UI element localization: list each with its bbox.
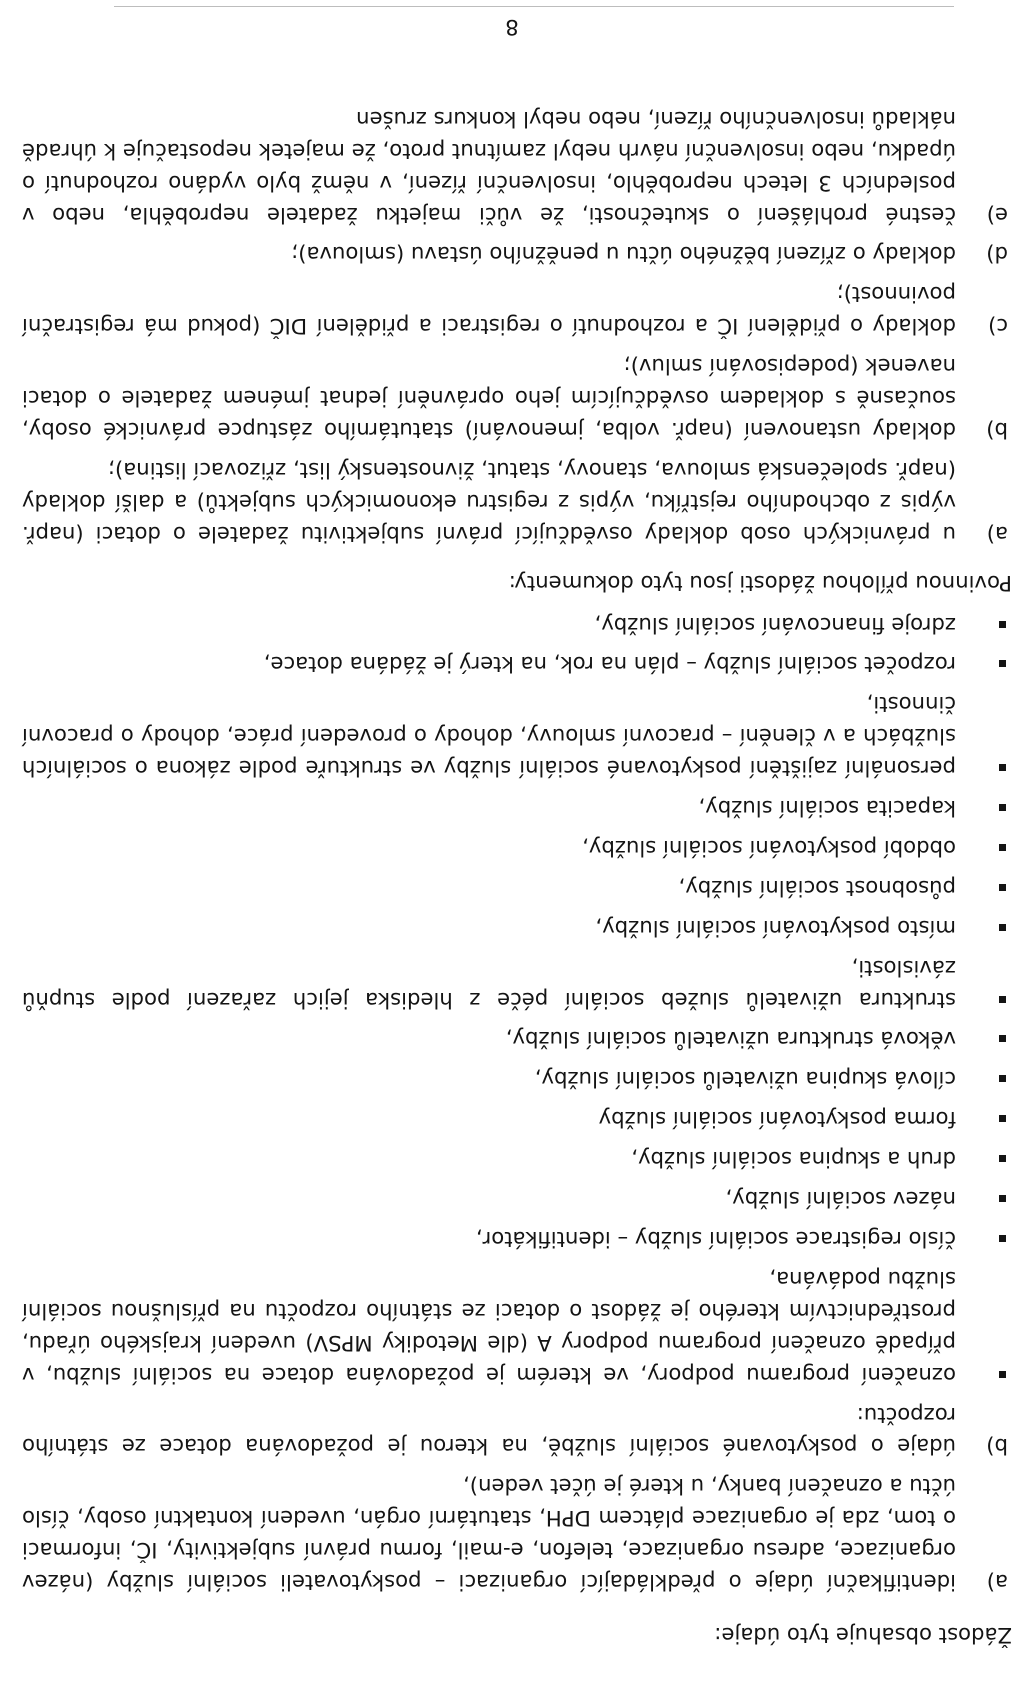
square-bullet-icon <box>956 610 1012 641</box>
list-item <box>22 649 1012 681</box>
list-item-text: personální zajištění poskytované sociální služby ve struktuře podle zákona o sociálních službách a v členění – pracovní smlouvy, dohody o provedení práce, dohody o pracovní činnosti, <box>22 692 956 782</box>
square-bullet-icon <box>956 985 1012 1016</box>
attachment-label: c) <box>988 314 1008 340</box>
square-bullet-icon <box>956 1104 1012 1135</box>
list-item <box>22 609 1012 641</box>
attachment-text: doklady o zřízení běžného účtu u peněžního ústavu (smlouva); <box>291 242 956 268</box>
square-bullet-icon <box>956 833 1012 864</box>
square-bullet-icon <box>956 649 1012 680</box>
footer-divider <box>114 6 954 7</box>
list-item-text: kapacita sociální služby, <box>698 796 956 822</box>
attachment-label: a) <box>986 521 1008 547</box>
attachment-text: doklady ustanovení (např. volba, jmenování) statutárního zástupce právnické osoby, současně s dokladem osvědčujícím jeho oprávnění jednat jménem žadatele o dotaci navenek (podepisování smluv); <box>22 354 956 443</box>
intro-line: Žádost obsahuje tyto údaje: <box>714 1623 1012 1648</box>
attachment-item <box>22 350 1012 446</box>
section-a-label: a) <box>986 1570 1008 1596</box>
square-bullet-icon <box>956 913 1012 944</box>
list-item-text: rozpočet sociální služby – plán na rok, na který je žádána dotace, <box>263 652 956 678</box>
section-b-label: b) <box>986 1434 1008 1460</box>
list-item <box>22 1064 1012 1096</box>
list-item-text: forma poskytování sociální služby <box>598 1107 956 1133</box>
list-item-text: působnost sociální služby, <box>678 875 956 901</box>
section-b-text: údaje o poskytované sociální službě, na kterou je požadována dotace ze státního rozpočtu: <box>22 1402 956 1460</box>
mandatory-attachments-heading: Povinnou přílohou žádosti jsou tyto dokumenty: <box>508 570 1012 596</box>
square-bullet-icon <box>956 1224 1012 1255</box>
square-bullet-icon <box>956 1144 1012 1175</box>
list-item <box>22 1103 1012 1135</box>
list-item <box>22 688 1012 784</box>
square-bullet-icon <box>956 753 1012 784</box>
square-bullet-icon <box>956 1025 1012 1056</box>
square-bullet-icon <box>956 1064 1012 1095</box>
attachment-item <box>22 278 1012 342</box>
list-item-text: druh a skupina sociální služby, <box>631 1147 956 1173</box>
attachment-item <box>22 103 1012 231</box>
list-item <box>22 832 1012 864</box>
list-item-text: název sociální služby, <box>725 1187 956 1213</box>
list-item-text: číslo registrace sociální služby – identifikátor, <box>475 1227 956 1253</box>
attachment-item <box>22 239 1012 271</box>
list-item-text: cílová skupina uživatelů sociální služby, <box>534 1067 956 1093</box>
section-b <box>22 1399 1012 1463</box>
attachment-item <box>22 454 1012 550</box>
attachment-label: e) <box>986 202 1008 228</box>
bullet-list <box>22 609 1012 1391</box>
page-content <box>22 95 1012 1651</box>
list-item <box>22 1143 1012 1175</box>
list-item <box>22 952 1012 1016</box>
square-bullet-icon <box>956 1184 1012 1215</box>
list-item-text: struktura uživatelů služeb sociální péče z hlediska jejich zařazení podle stupňů závislosti, <box>22 955 956 1013</box>
square-bullet-icon <box>956 873 1012 904</box>
attachment-label: b) <box>986 418 1008 443</box>
attachment-text: čestné prohlášení o skutečnosti, že vůči majetku žadatele neproběhla, nebo v posledních 3 letech neproběhlo, insolvenční řízení, v němž bylo vydáno rozhodnutí o úpadku, nebo insolvenční návrh nebyl zamítnut proto, že majetek nepostačuje k úhradě nákladů insolvenčního řízení, nebo nebyl konkurs zrušen <box>22 106 956 228</box>
list-item <box>22 1223 1012 1255</box>
list-item <box>22 1183 1012 1215</box>
list-item-text: zdroje financování sociální služby, <box>594 612 956 638</box>
list-item-text: období poskytování sociální služby, <box>582 835 956 861</box>
section-a-text: identifikační údaje o předkládající organizaci – poskytovateli sociální služby (název organizace, adresu organizace, telefon, e-mail, formu právní subjektivity, IČ, informaci o tom, zda je organizace plátcem DPH, statutární orgán, uvedení kontaktní osoby, číslo účtu a označení banky, u které je účet veden), <box>22 1474 956 1596</box>
list-item <box>22 1263 1012 1391</box>
attachment-text: doklady o přidělení IČ a rozhodnutí o registraci a přidělení DIČ (pokud má registrační povinnost); <box>22 282 956 340</box>
list-item-text: místo poskytování sociální služby, <box>595 915 956 941</box>
list-item-text: označení programu podpory, ve kterém je požadována dotace na sociální službu, v případě označení programu podpory A (dle Metodiky MPSV) uvedení krajského úřadu, prostřednictvím kterého je žádost o dotaci ze státního rozpočtu na příslušnou sociální službu podávána, <box>22 1266 956 1388</box>
attachment-text: u právnických osob doklady osvědčující právní subjektivitu žadatele o dotaci (např. výpis z obchodního rejstříku, výpis z registru ekonomických subjektů) a další doklady (např. společenská smlouva, stanovy, statut, živnostenský list, zřizovací listina); <box>22 457 956 547</box>
list-item <box>22 792 1012 824</box>
page-number: 8 <box>505 15 519 40</box>
square-bullet-icon <box>956 1360 1012 1391</box>
list-item <box>22 1024 1012 1056</box>
list-item <box>22 912 1012 944</box>
attachment-label: d) <box>986 242 1008 268</box>
section-a <box>22 1470 1012 1598</box>
list-item-text: věková struktura uživatelů sociální služby, <box>505 1027 956 1053</box>
square-bullet-icon <box>956 793 1012 824</box>
list-item <box>22 872 1012 904</box>
